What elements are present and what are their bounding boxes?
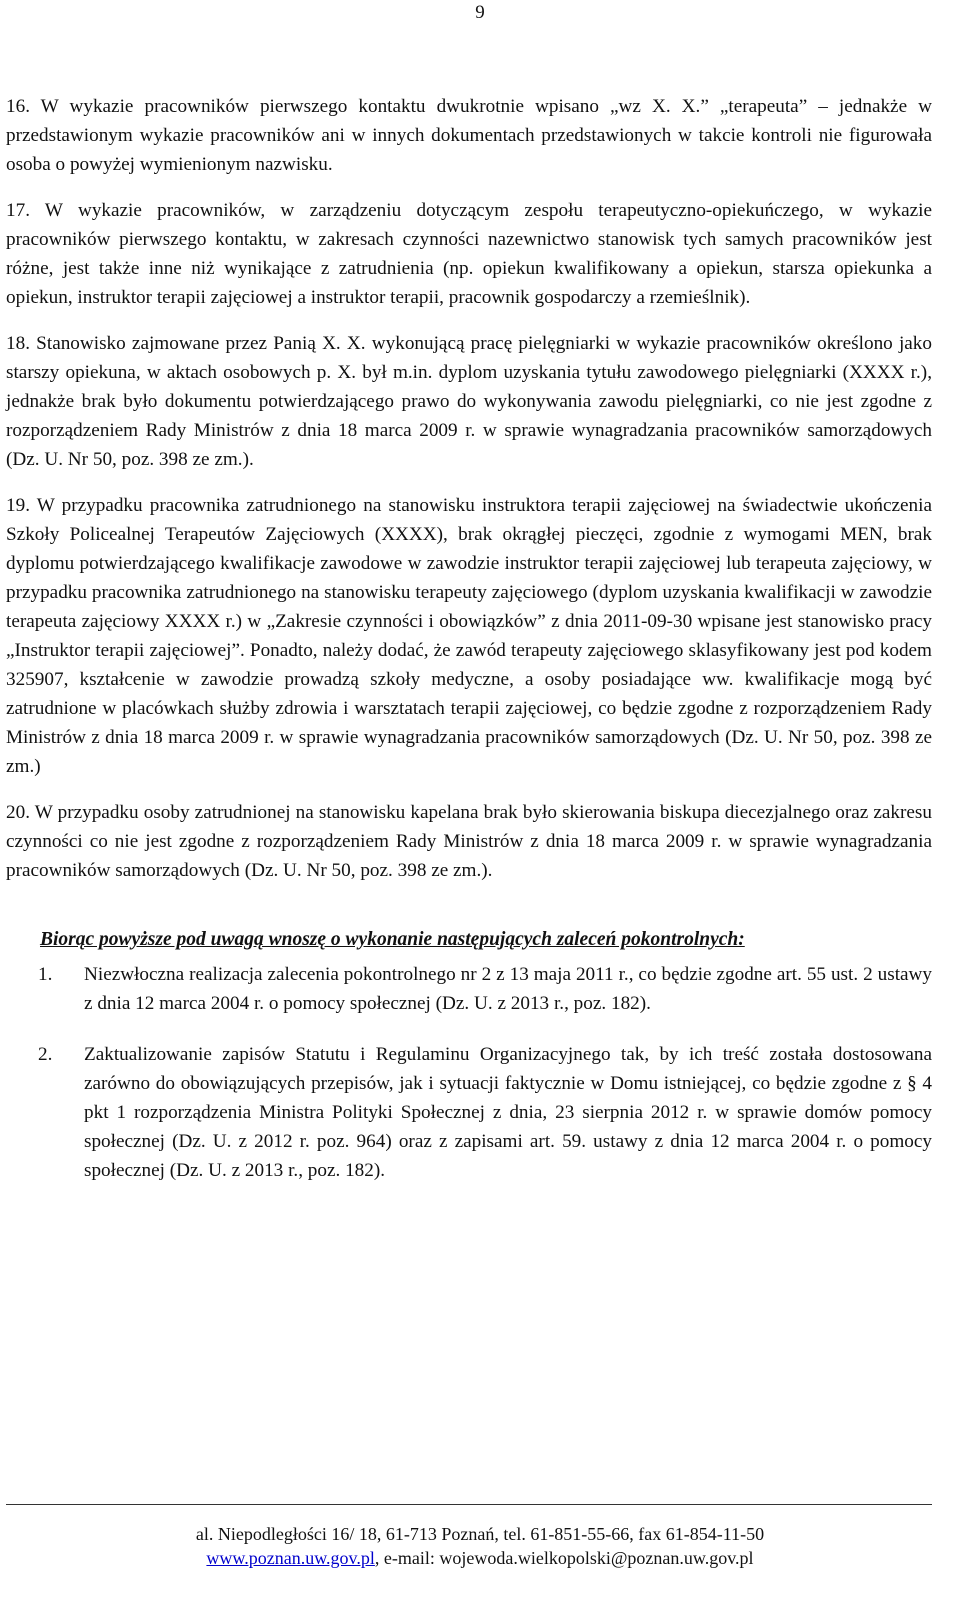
- website-link[interactable]: www.poznan.uw.gov.pl: [206, 1548, 375, 1568]
- recommendations-heading: Biorąc powyższe pod uwagą wnoszę o wykonanie następujących zaleceń pokontrolnych:: [40, 929, 745, 950]
- recommendation-number: 2.: [38, 1044, 53, 1065]
- document-body: [6, 92, 932, 1207]
- recommendation-item: [38, 960, 932, 1018]
- page-footer: [0, 1522, 960, 1570]
- recommendation-item: [38, 1040, 932, 1185]
- footer-email: , e-mail: wojewoda.wielkopolski@poznan.uw.gov.pl: [374, 1548, 754, 1568]
- paragraph-17: 17. W wykazie pracowników, w zarządzeniu dotyczącym zespołu terapeutyczno-opiekuńczego, w wykazie pracowników pierwszego kontaktu, w zakresach czynności nazewnictwo stanowisk tych samych pracowników jest różne, jest także inne niż wynikające z zatrudnienia (np. opiekun kwalifikowany a opiekun, starsza opiekunka a opiekun, instruktor terapii zajęciowej a instruktor terapii, pracownik gospodarczy a rzemieślnik).: [6, 200, 932, 308]
- paragraph-20: 20. W przypadku osoby zatrudnionej na stanowisku kapelana brak było skierowania biskupa diecezjalnego oraz zakresu czynności co nie jest zgodne z rozporządzeniem Rady Ministrów z dnia 18 marca 2009 r. w sprawie wynagradzania pracowników samorządowych (Dz. U. Nr 50, poz. 398 ze zm.).: [6, 802, 932, 881]
- recommendation-text: Zaktualizowanie zapisów Statutu i Regulaminu Organizacyjnego tak, by ich treść została dostosowana zarówno do obowiązujących przepisów, jak i sytuacji faktycznie w Domu istniejącej, co będzie zgodne z § 4 pkt 1 rozporządzenia Ministra Polityki Społecznej z dnia, 23 sierpnia 2012 r. w sprawie domów pomocy społecznej (Dz. U. z 2012 r. poz. 964) oraz z zapisami art. 59. ustawy z dnia 12 marca 2004 r. o pomocy społecznej (Dz. U. z 2013 r., poz. 182).: [84, 1044, 932, 1181]
- footer-address: al. Niepodległości 16/ 18, 61-713 Poznań, tel. 61-851-55-66, fax 61-854-11-50: [195, 1524, 765, 1544]
- recommendations-list: [6, 960, 932, 1185]
- paragraph-16: 16. W wykazie pracowników pierwszego kontaktu dwukrotnie wpisano „wz X. X.” „terapeuta” – jednakże w przedstawionym wykazie pracowników ani w innych dokumentach przedstawionych w takcie kontroli nie figurowała osoba o powyżej wymienionym nazwisku.: [6, 96, 932, 175]
- recommendation-number: 1.: [38, 964, 53, 985]
- footer-divider: [6, 1504, 932, 1505]
- page-number: 9: [475, 2, 485, 23]
- paragraph-19: 19. W przypadku pracownika zatrudnionego na stanowisku instruktora terapii zajęciowej na świadectwie ukończenia Szkoły Policealnej Terapeutów Zajęciowych (XXXX), brak okrągłej pieczęci, zgodnie z wymogami MEN, brak dyplomu potwierdzającego kwalifikacje zawodowe w zawodzie instruktor terapii zajęciowej lub terapeuta zajęciowy, w przypadku pracownika zatrudnionego na stanowisku terapeuty zajęciowego (dyplom uzyskania kwalifikacji w zawodzie terapeuta zajęciowy XXXX r.) w „Zakresie czynności i obowiązków” z dnia 2011-09-30 wpisane jest stanowisko pracy „Instruktor terapii zajęciowej”. Ponadto, należy dodać, że zawód terapeuty zajęciowego sklasyfikowany jest pod kodem 325907, kształcenie w zawodzie prowadzą szkoły medyczne, a osoby posiadające ww. kwalifikacje mogą być zatrudnione w placówkach służby zdrowia i warsztatach terapii zajęciowej, co będzie zgodne z rozporządzeniem Rady Ministrów z dnia 18 marca 2009 r. w sprawie wynagradzania pracowników samorządowych (Dz. U. Nr 50, poz. 398 ze zm.): [6, 495, 932, 777]
- paragraph-18: 18. Stanowisko zajmowane przez Panią X. X. wykonującą pracę pielęgniarki w wykazie pracowników określono jako starszy opiekuna, w aktach osobowych p. X. był m.in. dyplom uzyskania tytułu zawodowego pielęgniarki (XXXX r.), jednakże brak było dokumentu potwierdzającego prawo do wykonywania zawodu pielęgniarki, co nie jest zgodne z rozporządzeniem Rady Ministrów z dnia 18 marca 2009 r. w sprawie wynagradzania pracowników samorządowych (Dz. U. Nr 50, poz. 398 ze zm.).: [6, 333, 932, 470]
- recommendation-text: Niezwłoczna realizacja zalecenia pokontrolnego nr 2 z 13 maja 2011 r., co będzie zgodne art. 55 ust. 2 ustawy z dnia 12 marca 2004 r. o pomocy społecznej (Dz. U. z 2013 r., poz. 182).: [84, 964, 932, 1014]
- footer-contact: [0, 1546, 960, 1570]
